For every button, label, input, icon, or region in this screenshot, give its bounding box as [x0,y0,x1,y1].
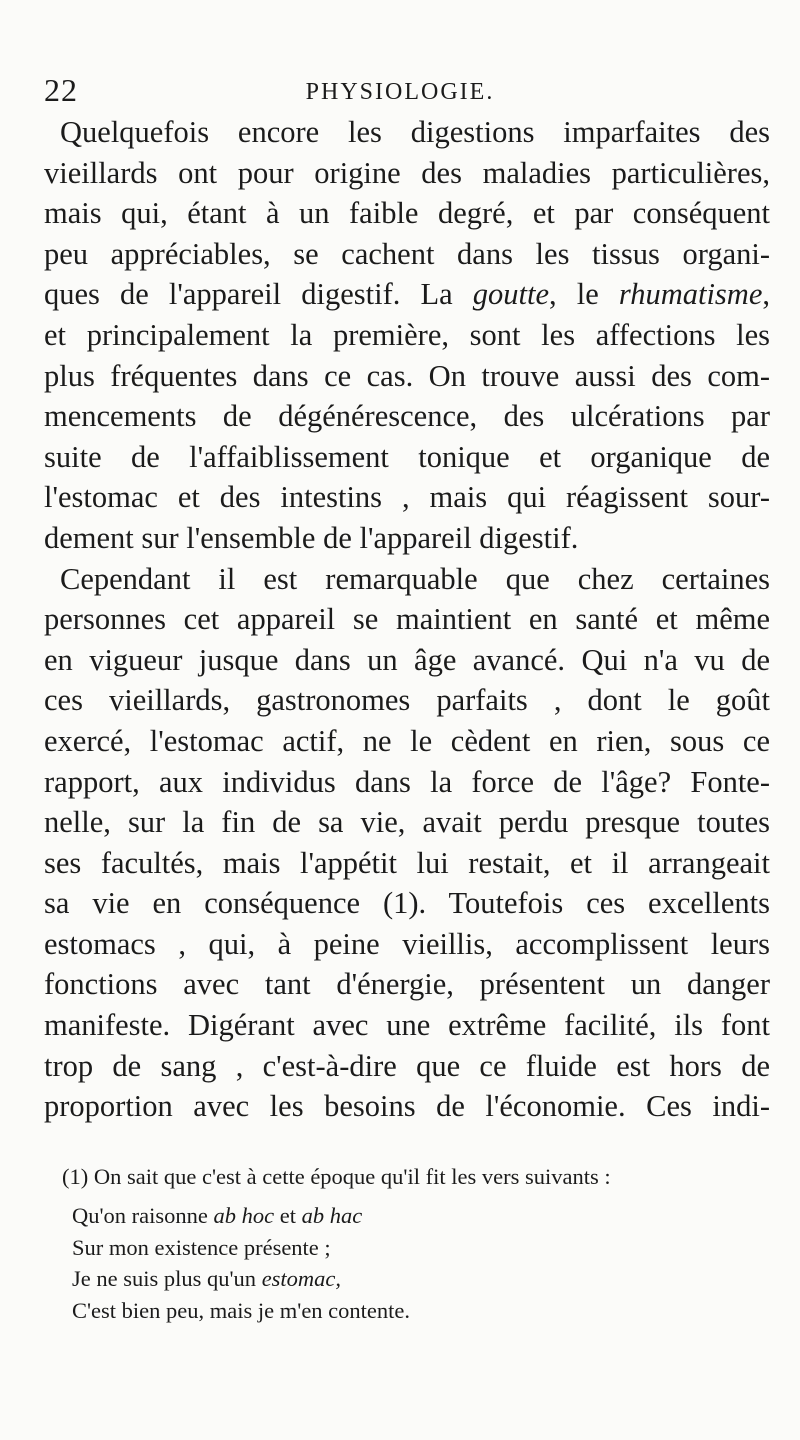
text-line: nelle, sur la fin de sa vie, avait perdu presque toutes [44,805,770,840]
text-line: suite de l'affaiblissement tonique et organique de [44,439,770,474]
text-line: plus fréquentes dans ce cas. On trouve aussi des com- [44,358,770,393]
verse-line [72,1200,774,1232]
italic-term: goutte [472,277,549,312]
text-line: dement sur l'ensemble de l'appareil digestif. [44,520,579,555]
footnote-intro: (1) On sait que c'est à cette époque qu'il fit les vers suivants : [62,1164,611,1189]
text-segment: ques de l'appareil digestif. La [44,277,473,312]
verse-segment: Je ne suis plus qu'un [72,1266,262,1291]
text-line: sa vie en conséquence (1). Toutefois ces excellents [44,886,770,921]
footnote [62,1160,774,1326]
text-line: exercé, l'estomac actif, ne le cèdent en rien, sous ce [44,723,770,758]
verse-italic: ab hac [301,1203,363,1228]
text-line: personnes cet appareil se maintient en santé et même [44,602,770,637]
page-number: 22 [44,72,78,108]
text-line: ses facultés, mais l'appétit lui restait, et il arrangeait [44,845,770,880]
text-line: estomacs , qui, à peine vieillis, accomplissent leurs [44,926,770,961]
text-line: Quelquefois encore les digestions imparfaites des [60,115,770,149]
verse-segment: Qu'on raisonne [72,1203,214,1228]
text-line: mencements de dégénérescence, des ulcérations par [44,399,770,434]
text-line: manifeste. Digérant avec une extrême facilité, ils font [44,1008,770,1043]
verse-italic: ab hoc [213,1203,275,1228]
footnote-verse [62,1200,774,1326]
verse-segment: et [274,1203,302,1228]
text-line: vieillards ont pour origine des maladies particulières, [44,155,770,190]
italic-term: rhumatisme [618,277,763,312]
text-segment: , le [549,277,619,312]
text-line: proportion avec les besoins de l'économie. Ces indi- [44,1089,770,1124]
main-text [44,112,770,1127]
text-line: et principalement la première, sont les affections les [44,317,770,352]
text-line: ces vieillards, gastronomes parfaits , dont le goût [44,683,770,718]
text-line: l'estomac et des intestins , mais qui réagissent sour- [44,480,770,515]
verse-line [72,1263,774,1295]
text-line: rapport, aux individus dans la force de l'âge? Fonte- [44,764,770,799]
text-line: trop de sang , c'est-à-dire que ce fluide est hors de [44,1048,770,1083]
text-line: peu appréciables, se cachent dans les tissus organi- [44,236,770,271]
text-line [44,274,770,315]
text-segment: , [762,277,770,312]
text-line: mais qui, étant à un faible degré, et par conséquent [44,196,770,231]
verse-line: Sur mon existence présente ; [72,1234,331,1260]
text-line: fonctions avec tant d'énergie, présentent un danger [44,967,770,1002]
running-head: PHYSIOLOGIE. [305,79,495,105]
text-line: Cependant il est remarquable que chez certaines [60,561,770,596]
text-line: en vigueur jusque dans un âge avancé. Qui n'a vu de [44,642,770,677]
verse-line: C'est bien peu, mais je m'en contente. [72,1297,411,1323]
verse-italic: estomac, [261,1266,342,1291]
